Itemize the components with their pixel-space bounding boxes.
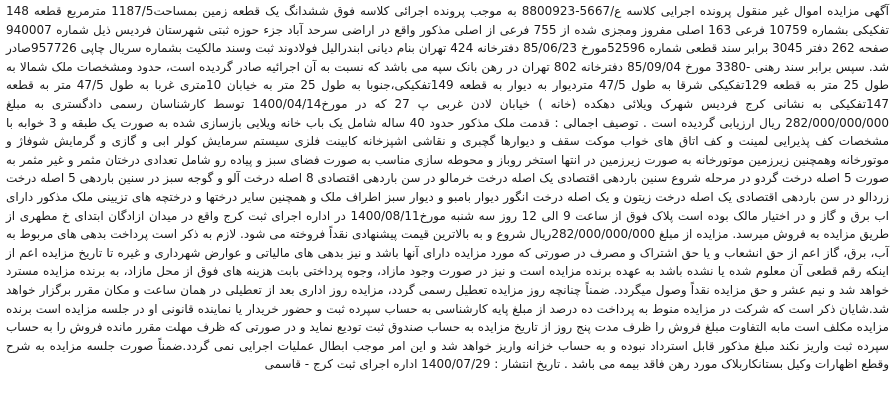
notice-body: آگهی مزایده اموال غیر منقول پرونده اجرایی کلاسه ع/5667-8800923 به موجب پرونده اجرائی کلاسه فوق ششدانگ یک قطعه زمین بمساحت1187/5 مترمربع قطعه 148 تفکیکی بشماره 10759 فرعی 163 اصلی مفروز ومجزی شده از 755 فرعی از اصلی مذکور واقع در اراضی سرحد آباد جزء حوزه ثبتی شهرستان فردیس ذیل شماره 940007 صفحه 262 دفتر 3045 برابر سند قطعی شماره 52596مورخ 85/06/23 دفترخانه 424 تهران بنام دیانی ابندرالیل فولادوند ثبت وسند مالکیت بشماره سریال چاپی 957726صادر شد. سپس برابر سند رهنی -3380 مورخ 85/09/04 دفترخانه 802 تهران در رهن بانک سپه می باشد که نسبت به آن اجرائیه صادر گردیده است، حدود ومشخصات ملک شمالا به طول 25 متر به قطعه 129تفکیکی شرقا به طول 47/5 متردیوار به دیوار به قطعه 149تفکیکی،جنوبا به طول 25 متر به خیابان 10متری غربا به طول 47/5 متر به قطعه 147تفکیکی به نشانی کرج فردیس شهرک ویلائی دهکده (خانه ) خیابان لادن غربی پ 27 که در مورخ1400/04/14 توسط کارشناسان رسمی دادگستری به مبلغ 282/000/000/000 ریال ارزیابی گردیده است . توصیف اجمالی : قدمت ملک مذکور حدود 40 ساله شامل یک باب خانه ویلایی بازسازی شده به صورت یک طبقه و 3 خوابه با مشخصات کف پذیرایی لمینت و کف اتاق های خواب موکت سقف و دیوارها گچبری و نقاشی اشپزخانه کابینت فلزی سیستم سرمایش کولر ابی و گازی و گرمایش شوفاژ و موتورخانه وهمچنین زیرزمین موتورخانه به صورت زیرزمین در انتها استخر روباز و محوطه سازی مناسب به صورت فضای سبز و پیاده رو شامل تعدادی درختان مثمر و غیر مثمر به صورت 5 اصله درخت گردو در مرحله شروع سنین باردهی اقتصادی یک اصله درخت خرمالو در سن باردهی اقتصادی 8 اصله درخت آلو و گوجه سبز در سنین باردهی 5 اصله درخت زردالو در سن باردهی اقتصادی یک اصله درخت زیتون و یک اصله درخت انگور دیوار بامبو و دیوار سبز اطراف ملک و همچنین سایر درختها و درختچه های تزیینی ملک مذکور دارای اب برق و گاز و در اختیار مالک بوده است پلاک فوق از ساعت 9 الی 12 روز سه شنبه مورخ1400/08/11 در اداره اجرای ثبت کرج واقع در میدان ازادگان ابتدای خ مطهری از طریق مزایده به فروش میرسد. مزایده از مبلغ 282/000/000/000ریال شروع و به بالاترین قیمت پیشنهادی نقداً فروخته می شود. لازم به ذکر است پرداخت بدهی های مربوط به آب، برق، گاز اعم از حق انشعاب و یا حق اشتراک و مصرف در صورتی که مورد مزایده دارای آنها باشد و نیز بدهی های مالیاتی و عوارض شهرداری و غیره تا تاریخ مزایده اعم از اینکه رقم قطعی آن معلوم شده یا نشده باشد به عهده برنده مزایده است و نیز در صورت وجود مازاد، وجوه پرداختی بابت هزینه های فوق از محل مازاد، به برنده مزایده مسترد خواهد شد و نیم عشر و حق مزایده نقداً وصول میگردد. ضمناً چنانچه روز مزایده تعطیل رسمی گردد، مزایده روز اداری بعد از تعطیلی در همان ساعت و مکان مقرر برگزار خواهد شد.شایان ذکر است که شرکت در مزایده منوط به پرداخت ده درصد از مبلغ پایه کارشناسی به حساب سپرده ثبت و حضور خریدار یا نماینده قانونی او در جلسه مزایده است برنده مزایده مکلف است مابه التفاوت مبلغ فروش را ظرف مدت پنج روز از تاریخ مزایده به حساب صندوق ثبت تودیع نماید و در صورتی که ظرف مهلت مقرر مانده فروش را به حساب سپرده ثبت واریز نکند مبلغ مذکور قابل استرداد نبوده و به حساب خزانه واریز خواهد شد و این امر موجب ابطال عملیات اجرایی نمی گردد.ضمناً صورت جلسه مزایده به شرح وقطع اظهارات وکیل بستانکاربلاک مورد رهن فاقد بیمه می باشد . تاریخ انتشار : 1400/07/29 اداره اجرای ثبت کرج - قاسمی [6, 4, 890, 372]
